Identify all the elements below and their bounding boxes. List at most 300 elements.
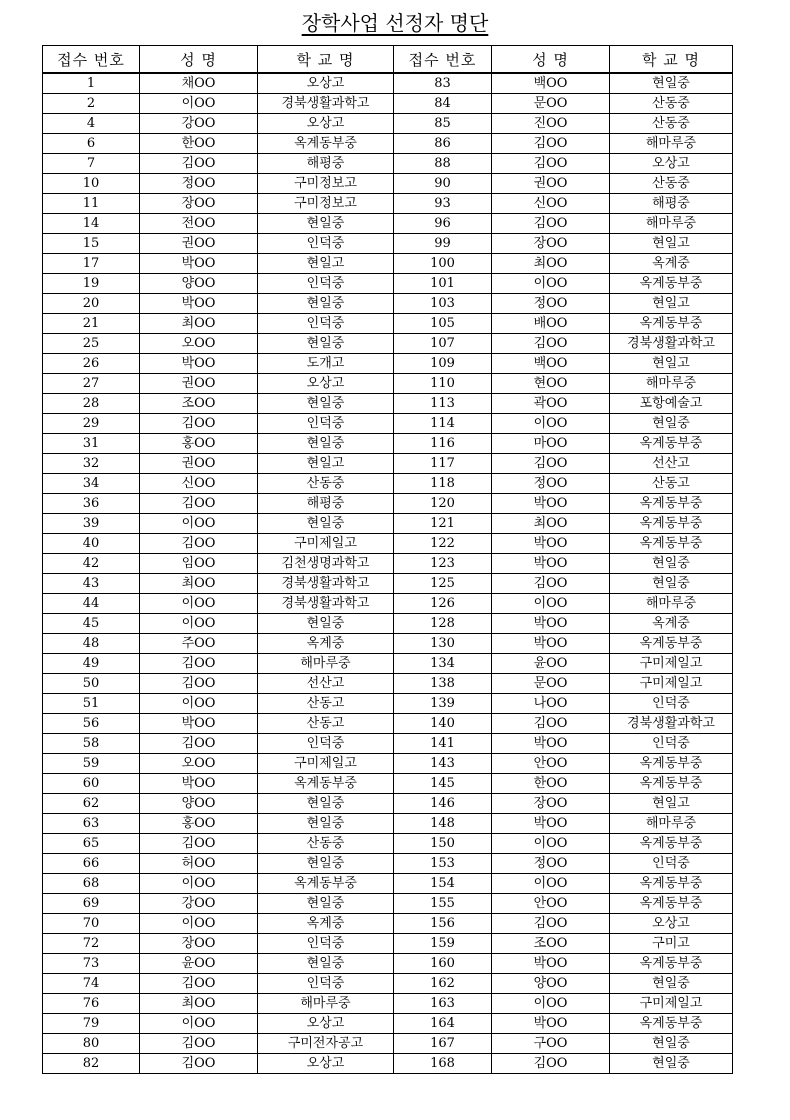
cell-school-2: 옥계동부중 [610, 514, 733, 534]
cell-name: 김OO [140, 414, 258, 434]
cell-name: 이OO [140, 614, 258, 634]
table-row [43, 854, 733, 874]
cell-name: 김OO [140, 1034, 258, 1054]
table-row [43, 994, 733, 1014]
cell-name-2: 최OO [492, 514, 610, 534]
header-name: 성 명 [140, 46, 258, 74]
cell-school: 현일고 [258, 254, 394, 274]
cell-name: 강OO [140, 114, 258, 134]
cell-name-2: 이OO [492, 594, 610, 614]
cell-school: 경북생활과학고 [258, 594, 394, 614]
cell-receipt-number: 26 [43, 354, 140, 374]
cell-receipt-number: 56 [43, 714, 140, 734]
cell-name-2: 김OO [492, 334, 610, 354]
cell-name-2: 김OO [492, 134, 610, 154]
cell-receipt-number: 65 [43, 834, 140, 854]
table-row [43, 194, 733, 214]
cell-name: 최OO [140, 574, 258, 594]
cell-name-2: 정OO [492, 474, 610, 494]
cell-receipt-number: 15 [43, 234, 140, 254]
cell-school-2: 해마루중 [610, 814, 733, 834]
cell-name-2: 백OO [492, 73, 610, 94]
cell-school-2: 산동중 [610, 174, 733, 194]
cell-name: 조OO [140, 394, 258, 414]
cell-name-2: 이OO [492, 274, 610, 294]
table-row [43, 894, 733, 914]
cell-school: 현일중 [258, 214, 394, 234]
cell-receipt-number: 79 [43, 1014, 140, 1034]
cell-name-2: 안OO [492, 894, 610, 914]
table-row [43, 514, 733, 534]
table-row [43, 754, 733, 774]
cell-name-2: 진OO [492, 114, 610, 134]
cell-receipt-number: 20 [43, 294, 140, 314]
cell-school: 인덕중 [258, 274, 394, 294]
cell-school: 인덕중 [258, 414, 394, 434]
cell-receipt-number: 73 [43, 954, 140, 974]
cell-school-2: 옥계동부중 [610, 774, 733, 794]
cell-school-2: 해마루중 [610, 594, 733, 614]
cell-school-2: 옥계동부중 [610, 834, 733, 854]
cell-receipt-number: 6 [43, 134, 140, 154]
cell-name: 강OO [140, 894, 258, 914]
cell-name-2: 문OO [492, 674, 610, 694]
cell-school-2: 옥계중 [610, 254, 733, 274]
cell-receipt-number-2: 118 [394, 474, 492, 494]
cell-school-2: 현일고 [610, 234, 733, 254]
cell-receipt-number: 59 [43, 754, 140, 774]
cell-receipt-number: 43 [43, 574, 140, 594]
cell-name: 권OO [140, 454, 258, 474]
cell-name: 양OO [140, 794, 258, 814]
cell-school-2: 옥계동부중 [610, 954, 733, 974]
table-body [43, 73, 733, 1074]
cell-school: 옥계중 [258, 634, 394, 654]
table-row [43, 294, 733, 314]
table-row [43, 794, 733, 814]
cell-school: 구미정보고 [258, 174, 394, 194]
cell-name-2: 김OO [492, 574, 610, 594]
table-row [43, 814, 733, 834]
cell-receipt-number: 25 [43, 334, 140, 354]
cell-receipt-number-2: 141 [394, 734, 492, 754]
cell-name-2: 김OO [492, 154, 610, 174]
cell-name: 박OO [140, 354, 258, 374]
cell-name: 김OO [140, 1054, 258, 1074]
table-row [43, 234, 733, 254]
cell-school-2: 현일고 [610, 354, 733, 374]
cell-name-2: 권OO [492, 174, 610, 194]
cell-receipt-number-2: 163 [394, 994, 492, 1014]
cell-name: 김OO [140, 654, 258, 674]
cell-receipt-number: 21 [43, 314, 140, 334]
cell-school: 해평중 [258, 494, 394, 514]
cell-school-2: 선산고 [610, 454, 733, 474]
cell-school-2: 현일고 [610, 294, 733, 314]
table-row [43, 134, 733, 154]
cell-name-2: 최OO [492, 254, 610, 274]
cell-receipt-number: 49 [43, 654, 140, 674]
table-row [43, 974, 733, 994]
cell-school: 현일중 [258, 794, 394, 814]
cell-receipt-number: 60 [43, 774, 140, 794]
cell-name: 최OO [140, 994, 258, 1014]
cell-name: 이OO [140, 1014, 258, 1034]
table-row [43, 474, 733, 494]
cell-name-2: 문OO [492, 94, 610, 114]
cell-receipt-number: 74 [43, 974, 140, 994]
cell-receipt-number-2: 105 [394, 314, 492, 334]
cell-school-2: 구미제일고 [610, 994, 733, 1014]
cell-school: 해마루중 [258, 994, 394, 1014]
table-row [43, 874, 733, 894]
cell-school: 현일중 [258, 894, 394, 914]
cell-school-2: 오상고 [610, 914, 733, 934]
cell-name-2: 구OO [492, 1034, 610, 1054]
cell-receipt-number: 39 [43, 514, 140, 534]
table-row [43, 614, 733, 634]
table-row [43, 334, 733, 354]
cell-school: 해마루중 [258, 654, 394, 674]
cell-receipt-number: 14 [43, 214, 140, 234]
cell-name-2: 김OO [492, 1054, 610, 1074]
cell-name-2: 장OO [492, 794, 610, 814]
cell-name: 채OO [140, 73, 258, 94]
cell-school: 오상고 [258, 374, 394, 394]
table-header-row [43, 46, 733, 74]
cell-name-2: 박OO [492, 494, 610, 514]
cell-receipt-number-2: 162 [394, 974, 492, 994]
cell-receipt-number-2: 93 [394, 194, 492, 214]
cell-receipt-number-2: 146 [394, 794, 492, 814]
cell-name: 김OO [140, 734, 258, 754]
cell-school-2: 현일중 [610, 554, 733, 574]
cell-school-2: 옥계동부중 [610, 634, 733, 654]
header-school-2: 학 교 명 [610, 46, 733, 74]
table-row [43, 494, 733, 514]
cell-school: 해평중 [258, 154, 394, 174]
table-row [43, 934, 733, 954]
cell-school-2: 오상고 [610, 154, 733, 174]
cell-name: 신OO [140, 474, 258, 494]
cell-receipt-number: 7 [43, 154, 140, 174]
cell-receipt-number: 45 [43, 614, 140, 634]
cell-name: 홍OO [140, 434, 258, 454]
cell-receipt-number-2: 155 [394, 894, 492, 914]
cell-receipt-number-2: 109 [394, 354, 492, 374]
cell-school-2: 경북생활과학고 [610, 334, 733, 354]
cell-school-2: 현일중 [610, 574, 733, 594]
cell-name: 김OO [140, 974, 258, 994]
cell-name: 김OO [140, 674, 258, 694]
cell-receipt-number-2: 90 [394, 174, 492, 194]
table-row [43, 94, 733, 114]
cell-receipt-number-2: 150 [394, 834, 492, 854]
cell-school: 구미정보고 [258, 194, 394, 214]
cell-name: 주OO [140, 634, 258, 654]
cell-receipt-number-2: 125 [394, 574, 492, 594]
cell-school-2: 옥계동부중 [610, 434, 733, 454]
cell-receipt-number-2: 134 [394, 654, 492, 674]
cell-school: 오상고 [258, 114, 394, 134]
cell-name-2: 신OO [492, 194, 610, 214]
table-row [43, 254, 733, 274]
cell-school: 인덕중 [258, 934, 394, 954]
cell-receipt-number: 10 [43, 174, 140, 194]
cell-school-2: 해마루중 [610, 214, 733, 234]
cell-name: 이OO [140, 694, 258, 714]
cell-receipt-number-2: 156 [394, 914, 492, 934]
cell-name-2: 이OO [492, 874, 610, 894]
table-row [43, 774, 733, 794]
cell-name: 최OO [140, 314, 258, 334]
cell-name: 윤OO [140, 954, 258, 974]
cell-school: 현일중 [258, 614, 394, 634]
cell-school: 산동중 [258, 474, 394, 494]
cell-school-2: 현일고 [610, 794, 733, 814]
scholarship-roster-table [42, 45, 733, 1074]
cell-receipt-number: 27 [43, 374, 140, 394]
cell-name-2: 박OO [492, 954, 610, 974]
cell-receipt-number-2: 107 [394, 334, 492, 354]
cell-school-2: 산동고 [610, 474, 733, 494]
table-row [43, 714, 733, 734]
cell-receipt-number-2: 83 [394, 73, 492, 94]
table-row [43, 914, 733, 934]
cell-name-2: 이OO [492, 994, 610, 1014]
cell-school-2: 구미제일고 [610, 654, 733, 674]
cell-receipt-number-2: 130 [394, 634, 492, 654]
cell-name: 이OO [140, 914, 258, 934]
cell-receipt-number: 62 [43, 794, 140, 814]
cell-name-2: 곽OO [492, 394, 610, 414]
cell-name: 임OO [140, 554, 258, 574]
cell-receipt-number: 51 [43, 694, 140, 714]
table-row [43, 154, 733, 174]
cell-school-2: 산동중 [610, 94, 733, 114]
cell-receipt-number: 40 [43, 534, 140, 554]
cell-name-2: 나OO [492, 694, 610, 714]
cell-name: 김OO [140, 534, 258, 554]
table-row [43, 554, 733, 574]
cell-name-2: 한OO [492, 774, 610, 794]
cell-school-2: 옥계동부중 [610, 494, 733, 514]
cell-school-2: 옥계동부중 [610, 314, 733, 334]
cell-receipt-number-2: 140 [394, 714, 492, 734]
cell-name-2: 이OO [492, 834, 610, 854]
cell-school-2: 현일중 [610, 974, 733, 994]
cell-receipt-number: 36 [43, 494, 140, 514]
table-row [43, 694, 733, 714]
cell-receipt-number-2: 116 [394, 434, 492, 454]
cell-name-2: 배OO [492, 314, 610, 334]
cell-name-2: 박OO [492, 734, 610, 754]
cell-school: 현일중 [258, 394, 394, 414]
cell-school-2: 해마루중 [610, 134, 733, 154]
cell-school-2: 구미제일고 [610, 674, 733, 694]
cell-receipt-number-2: 120 [394, 494, 492, 514]
cell-name: 김OO [140, 494, 258, 514]
table-row [43, 594, 733, 614]
table-row [43, 434, 733, 454]
cell-name: 전OO [140, 214, 258, 234]
cell-name: 권OO [140, 374, 258, 394]
table-row [43, 1034, 733, 1054]
cell-school: 현일중 [258, 434, 394, 454]
cell-school: 구미제일고 [258, 754, 394, 774]
cell-receipt-number-2: 84 [394, 94, 492, 114]
cell-name-2: 윤OO [492, 654, 610, 674]
table-row [43, 834, 733, 854]
cell-name-2: 박OO [492, 634, 610, 654]
cell-name: 김OO [140, 154, 258, 174]
cell-receipt-number: 28 [43, 394, 140, 414]
cell-receipt-number: 66 [43, 854, 140, 874]
cell-name: 이OO [140, 514, 258, 534]
cell-receipt-number-2: 117 [394, 454, 492, 474]
cell-school: 선산고 [258, 674, 394, 694]
cell-receipt-number: 1 [43, 73, 140, 94]
cell-school: 산동중 [258, 834, 394, 854]
cell-receipt-number-2: 101 [394, 274, 492, 294]
cell-receipt-number: 32 [43, 454, 140, 474]
cell-name-2: 장OO [492, 234, 610, 254]
cell-receipt-number-2: 139 [394, 694, 492, 714]
cell-school-2: 옥계동부중 [610, 274, 733, 294]
cell-name: 홍OO [140, 814, 258, 834]
cell-receipt-number: 19 [43, 274, 140, 294]
cell-receipt-number-2: 160 [394, 954, 492, 974]
cell-school: 인덕중 [258, 314, 394, 334]
cell-receipt-number: 50 [43, 674, 140, 694]
cell-receipt-number-2: 153 [394, 854, 492, 874]
header-receipt-number-2: 접수 번호 [394, 46, 492, 74]
cell-receipt-number: 82 [43, 1054, 140, 1074]
cell-school: 현일중 [258, 334, 394, 354]
cell-school: 산동고 [258, 714, 394, 734]
cell-school-2: 포항예술고 [610, 394, 733, 414]
cell-school: 옥계동부중 [258, 134, 394, 154]
cell-receipt-number: 70 [43, 914, 140, 934]
cell-school-2: 산동중 [610, 114, 733, 134]
cell-name-2: 박OO [492, 814, 610, 834]
cell-receipt-number-2: 154 [394, 874, 492, 894]
cell-receipt-number: 44 [43, 594, 140, 614]
cell-school: 옥계동부중 [258, 874, 394, 894]
cell-school: 현일중 [258, 294, 394, 314]
table-row [43, 674, 733, 694]
cell-school: 김천생명과학고 [258, 554, 394, 574]
cell-receipt-number-2: 159 [394, 934, 492, 954]
cell-school-2: 인덕중 [610, 734, 733, 754]
table-row [43, 114, 733, 134]
cell-school-2: 옥계동부중 [610, 894, 733, 914]
cell-school: 현일중 [258, 814, 394, 834]
cell-school-2: 구미고 [610, 934, 733, 954]
cell-school: 산동고 [258, 694, 394, 714]
cell-name-2: 김OO [492, 454, 610, 474]
cell-school: 현일중 [258, 954, 394, 974]
cell-name: 이OO [140, 874, 258, 894]
cell-receipt-number: 72 [43, 934, 140, 954]
cell-receipt-number-2: 99 [394, 234, 492, 254]
cell-receipt-number: 69 [43, 894, 140, 914]
table-row [43, 414, 733, 434]
cell-name: 허OO [140, 854, 258, 874]
cell-school: 인덕중 [258, 234, 394, 254]
cell-name-2: 양OO [492, 974, 610, 994]
cell-school-2: 옥계동부중 [610, 534, 733, 554]
cell-school: 오상고 [258, 73, 394, 94]
cell-school: 옥계중 [258, 914, 394, 934]
cell-name: 김OO [140, 834, 258, 854]
cell-receipt-number-2: 167 [394, 1034, 492, 1054]
cell-receipt-number-2: 86 [394, 134, 492, 154]
table-row [43, 954, 733, 974]
cell-receipt-number-2: 164 [394, 1014, 492, 1034]
cell-school-2: 경북생활과학고 [610, 714, 733, 734]
cell-name-2: 이OO [492, 414, 610, 434]
cell-receipt-number: 11 [43, 194, 140, 214]
cell-school: 경북생활과학고 [258, 94, 394, 114]
cell-school: 현일중 [258, 514, 394, 534]
cell-school-2: 현일중 [610, 1034, 733, 1054]
table-row [43, 354, 733, 374]
cell-receipt-number: 58 [43, 734, 140, 754]
cell-receipt-number-2: 121 [394, 514, 492, 534]
cell-school-2: 현일중 [610, 1054, 733, 1074]
table-row [43, 174, 733, 194]
cell-name: 박OO [140, 774, 258, 794]
cell-school: 현일중 [258, 854, 394, 874]
table-row [43, 394, 733, 414]
cell-receipt-number: 34 [43, 474, 140, 494]
cell-school-2: 옥계중 [610, 614, 733, 634]
cell-name: 이OO [140, 594, 258, 614]
table-row [43, 634, 733, 654]
table-row [43, 374, 733, 394]
header-name-2: 성 명 [492, 46, 610, 74]
cell-receipt-number: 76 [43, 994, 140, 1014]
cell-receipt-number: 17 [43, 254, 140, 274]
cell-school: 옥계동부중 [258, 774, 394, 794]
cell-name: 한OO [140, 134, 258, 154]
cell-receipt-number-2: 138 [394, 674, 492, 694]
cell-school: 인덕중 [258, 974, 394, 994]
cell-receipt-number-2: 143 [394, 754, 492, 774]
cell-school-2: 현일중 [610, 414, 733, 434]
cell-receipt-number: 2 [43, 94, 140, 114]
table-row [43, 314, 733, 334]
page-title-text: 장학사업 선정자 명단 [301, 11, 489, 35]
cell-school-2: 옥계동부중 [610, 754, 733, 774]
cell-school-2: 현일중 [610, 73, 733, 94]
table-row [43, 654, 733, 674]
cell-school: 도개고 [258, 354, 394, 374]
cell-school-2: 옥계동부중 [610, 1014, 733, 1034]
cell-receipt-number: 80 [43, 1034, 140, 1054]
cell-school: 구미제일고 [258, 534, 394, 554]
cell-name-2: 김OO [492, 914, 610, 934]
table-row [43, 274, 733, 294]
cell-name: 박OO [140, 254, 258, 274]
header-receipt-number: 접수 번호 [43, 46, 140, 74]
cell-school-2: 해마루중 [610, 374, 733, 394]
cell-receipt-number-2: 122 [394, 534, 492, 554]
cell-receipt-number-2: 110 [394, 374, 492, 394]
table-row [43, 214, 733, 234]
cell-receipt-number-2: 145 [394, 774, 492, 794]
